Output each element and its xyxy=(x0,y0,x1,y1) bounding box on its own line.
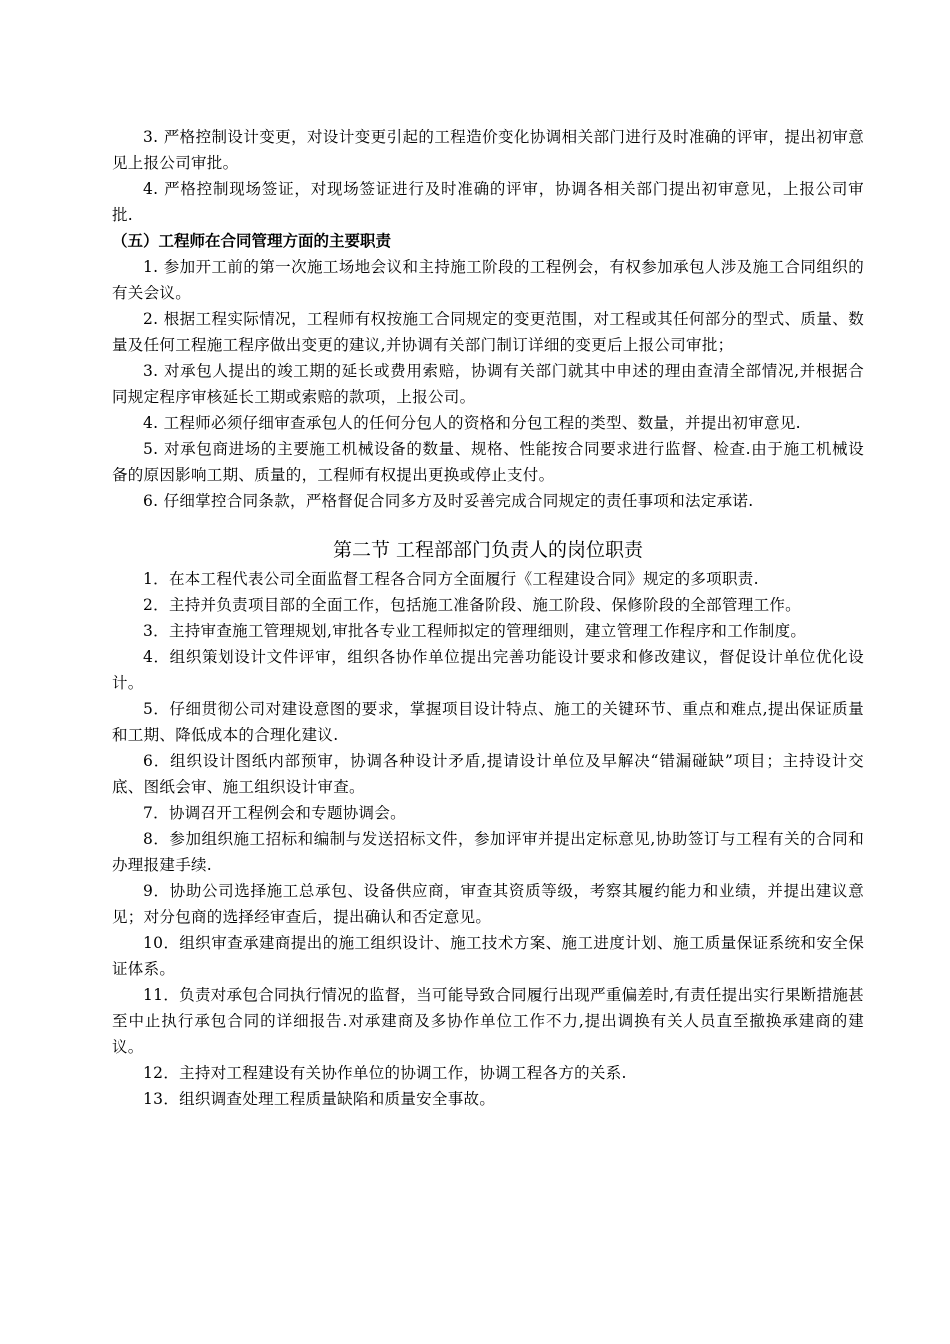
paragraph-contract-item-1: 1. 参加开工前的第一次施工场地会议和主持施工阶段的工程例会，有权参加承包人涉及施工合同组织的有关会议。 xyxy=(112,258,864,302)
paragraph-duty-1: 1．在本工程代表公司全面监督工程各合同方全面履行《工程建设合同》规定的多项职责. xyxy=(143,570,759,588)
paragraph-duty-11: 11．负责对承包合同执行情况的监督，当可能导致合同履行出现严重偏差时,有责任提出实行果断措施甚至中止执行承包合同的详细报告.对承建商及多协作单位工作不力,提出调换有关人员直至撤换承建商的建议。 xyxy=(112,986,864,1056)
subsection-heading-contract-management: （五）工程师在合同管理方面的主要职责 xyxy=(112,232,392,250)
paragraph-duty-12: 12．主持对工程建设有关协作单位的协调工作，协调工程各方的关系. xyxy=(143,1064,627,1082)
paragraph-duty-7: 7．协调召开工程例会和专题协调会。 xyxy=(143,804,406,822)
paragraph-contract-item-3: 3. 对承包人提出的竣工期的延长或费用索赔，协调有关部门就其中申述的理由查清全部情况,并根据合同规定程序审核延长工期或索赔的款项，上报公司。 xyxy=(112,362,864,406)
section-title: 第二节 工程部部门负责人的岗位职责 xyxy=(332,539,644,561)
document-page xyxy=(112,124,864,1112)
paragraph-contract-item-4: 4. 工程师必须仔细审查承包人的任何分包人的资格和分包工程的类型、数量，并提出初审意见. xyxy=(143,414,801,432)
paragraph-design-change: 3. 严格控制设计变更，对设计变更引起的工程造价变化协调相关部门进行及时准确的评审，提出初审意见上报公司审批。 xyxy=(112,128,864,172)
paragraph-duty-3: 3．主持审查施工管理规划,审批各专业工程师拟定的管理细则，建立管理工作程序和工作制度。 xyxy=(143,622,807,640)
paragraph-contract-item-5: 5. 对承包商进场的主要施工机械设备的数量、规格、性能按合同要求进行监督、检查.由于施工机械设备的原因影响工期、质量的，工程师有权提出更换或停止支付。 xyxy=(112,440,864,484)
paragraph-duty-5: 5．仔细贯彻公司对建设意图的要求，掌握项目设计特点、施工的关键环节、重点和难点,提出保证质量和工期、降低成本的合理化建议. xyxy=(112,700,864,744)
paragraph-duty-10: 10．组织审查承建商提出的施工组织设计、施工技术方案、施工进度计划、施工质量保证系统和安全保证体系。 xyxy=(112,934,864,978)
paragraph-site-visa: 4. 严格控制现场签证，对现场签证进行及时准确的评审，协调各相关部门提出初审意见，上报公司审批. xyxy=(112,180,864,224)
paragraph-duty-6: 6．组织设计图纸内部预审，协调各种设计矛盾,提请设计单位及早解决“错漏碰缺”项目；主持设计交底、图纸会审、施工组织设计审查。 xyxy=(112,752,864,796)
paragraph-contract-item-2: 2. 根据工程实际情况，工程师有权按施工合同规定的变更范围，对工程或其任何部分的型式、质量、数量及任何工程施工程序做出变更的建议,并协调有关部门制订详细的变更后上报公司审批； xyxy=(112,310,864,354)
paragraph-duty-13: 13．组织调查处理工程质量缺陷和质量安全事故。 xyxy=(143,1090,496,1108)
paragraph-duty-8: 8．参加组织施工招标和编制与发送招标文件，参加评审并提出定标意见,协助签订与工程有关的合同和办理报建手续. xyxy=(112,830,864,874)
paragraph-contract-item-6: 6. 仔细掌控合同条款，严格督促合同多方及时妥善完成合同规定的责任事项和法定承诺. xyxy=(143,492,754,510)
paragraph-duty-9: 9．协助公司选择施工总承包、设备供应商，审查其资质等级，考察其履约能力和业绩，并提出建议意见；对分包商的选择经审查后，提出确认和否定意见。 xyxy=(112,882,864,926)
paragraph-duty-4: 4．组织策划设计文件评审，组织各协作单位提出完善功能设计要求和修改建议，督促设计单位优化设计。 xyxy=(112,648,864,692)
paragraph-duty-2: 2．主持并负责项目部的全面工作，包括施工准备阶段、施工阶段、保修阶段的全部管理工作。 xyxy=(143,596,801,614)
